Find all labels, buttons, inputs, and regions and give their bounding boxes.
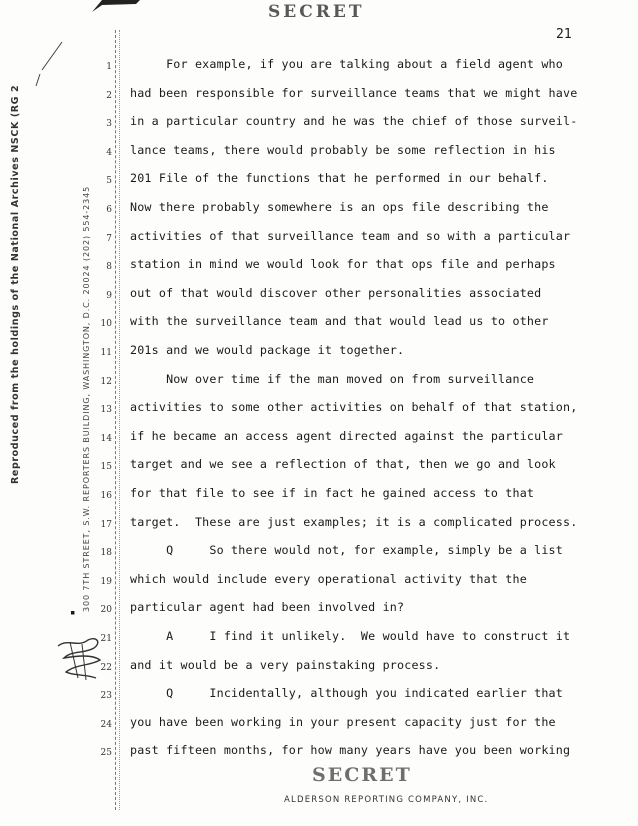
line-number: 19 [100,576,112,587]
margin-rule [115,30,116,810]
corner-smudge-mark [92,0,140,12]
line-number: 5 [106,176,112,187]
transcript-line: which would include every operational activity that the [130,571,527,586]
line-number: 6 [106,205,112,215]
classification-stamp-top: SECRET [268,2,365,22]
transcript-line: Q So there would not, for example, simply be a list [130,543,563,558]
margin-dot: ▪ [70,608,76,618]
transcript-line: lance teams, there would probably be some reflection in his [130,142,556,157]
margin-rule-secondary [119,30,120,810]
line-number: 17 [100,519,112,530]
line-number: 9 [106,290,112,301]
line-number: 20 [100,605,112,616]
classification-stamp-bottom: SECRET [312,764,412,786]
transcript-line: activities to some other activities on behalf of that station, [130,400,578,415]
line-number: 25 [100,748,112,759]
signature-scribble [56,634,106,684]
line-number: 16 [100,491,112,501]
transcript-line: you have been working in your present capacity just for the [130,714,556,729]
archive-reproduction-note: Reproduced from the holdings of the National Archives NSCK (RG 2 [10,84,21,484]
transcript-line: For example, if you are talking about a field agent who [130,57,563,71]
transcript-line: 201s and we would package it together. [130,343,405,357]
line-number: 4 [106,147,112,158]
line-number: 12 [100,376,112,387]
transcript-line: had been responsible for surveillance teams that we might have [130,85,578,100]
pen-mark [34,40,64,90]
line-number: 13 [100,405,112,416]
transcript-line: Now over time if the man moved on from surveillance [130,371,535,386]
transcript-line: for that file to see if in fact he gained access to that [130,486,535,500]
line-number: 23 [100,691,112,702]
line-number: 21 [100,634,112,644]
line-number: 2 [106,90,112,101]
transcript-line: Q Incidentally, although you indicated earlier that [130,686,563,701]
line-number: 7 [106,233,112,244]
line-number: 1 [106,62,112,72]
reporter-address-note: 300 7TH STREET, S.W. REPORTERS BUILDING, WASHINGTON, D.C. 20024 (202) 554-2345 [82,185,91,612]
line-number: 18 [100,548,112,559]
transcript-line: particular agent had been involved in? [130,600,405,615]
line-number: 14 [100,433,112,444]
transcript-line: past fifteen months, for how many years have you been working [130,743,571,758]
transcript-line: A I find it unlikely. We would have to construct it [130,629,571,643]
line-number: 11 [100,348,112,358]
transcript-line: out of that would discover other personalities associated [130,285,542,300]
transcript-line: 201 File of the functions that he performed in our behalf. [130,171,549,186]
transcript-line: station in mind we would look for that ops file and perhaps [130,257,556,272]
line-number: 15 [100,462,112,473]
page-number: 21 [556,27,572,42]
transcript-line: if he became an access agent directed against the particular [130,428,563,443]
line-number: 10 [100,319,112,330]
transcript-line: activities of that surveillance team and so with a particular [130,228,571,243]
transcript-line: with the surveillance team and that would lead us to other [130,314,549,329]
transcript-line: in a particular country and he was the chief of those surveil- [130,114,578,129]
line-number: 22 [100,662,112,673]
line-number: 3 [106,119,112,130]
line-number: 24 [100,719,112,730]
transcript-line: target and we see a reflection of that, then we go and look [130,457,556,472]
line-number: 8 [106,262,112,273]
reporting-company-footer: ALDERSON REPORTING COMPANY, INC. [284,795,489,805]
transcript-line: and it would be a very painstaking process. [130,657,441,672]
transcript-line: Now there probably somewhere is an ops file describing the [130,200,549,214]
transcript-line: target. These are just examples; it is a complicated process. [130,514,578,529]
